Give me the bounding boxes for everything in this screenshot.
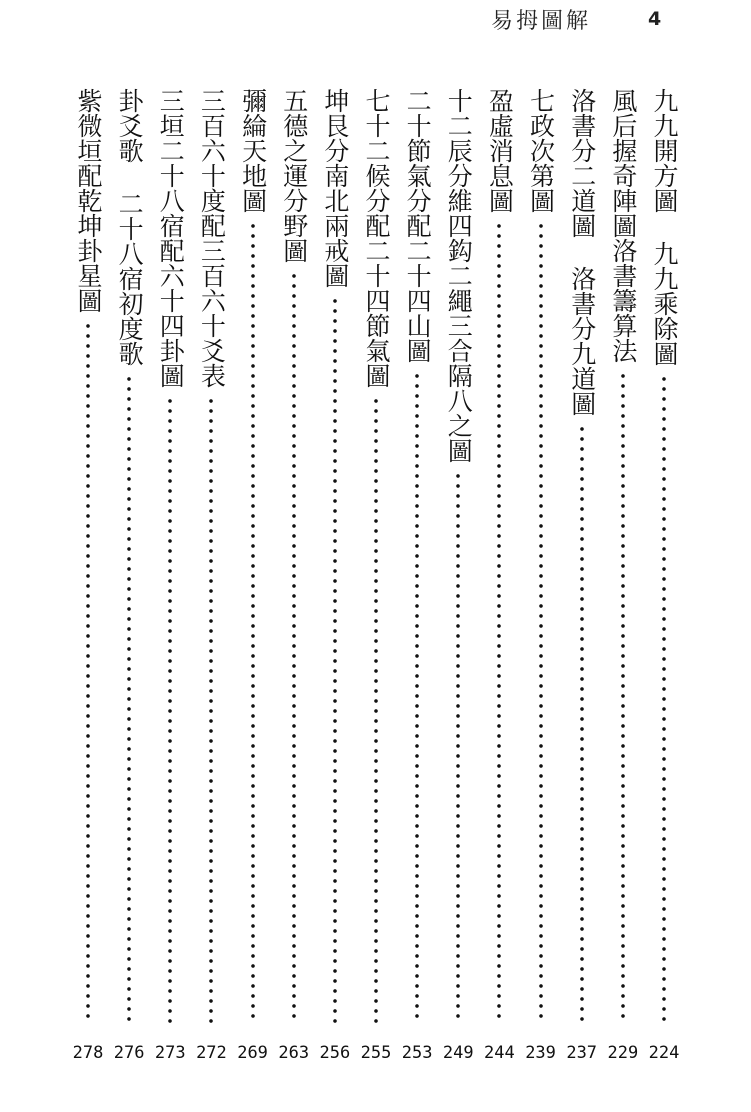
book-title: 易拇圖解	[491, 9, 592, 34]
entry-title: 七十二候分配二十四節氣圖	[361, 88, 391, 388]
entry-title: 紫微垣配乾坤卦星圖	[74, 88, 103, 313]
entry-title: 三垣二十八宿配六十四卦圖	[156, 88, 186, 388]
dot-leader	[251, 221, 255, 1023]
dot-leader	[86, 321, 90, 1023]
entry-page-number: 273	[154, 1043, 186, 1063]
dot-leader	[209, 396, 213, 1023]
toc-entry[interactable]	[564, 88, 600, 1063]
toc-entry[interactable]	[276, 88, 312, 1063]
entry-page-number: 253	[401, 1043, 433, 1063]
entry-title: 五德之運分野圖	[279, 88, 309, 263]
entry-page-number: 244	[484, 1043, 515, 1063]
entry-page-number: 255	[360, 1043, 392, 1063]
toc-entry[interactable]	[152, 88, 188, 1063]
dot-leader	[497, 221, 501, 1023]
dot-leader	[292, 271, 296, 1023]
entry-title: 二十節氣分配二十四山圖	[403, 88, 433, 363]
toc-entry[interactable]	[481, 88, 517, 1063]
entry-title: 卦爻歌	[115, 88, 145, 163]
dot-leader	[456, 471, 460, 1023]
dot-leader	[168, 396, 172, 1023]
dot-leader	[621, 371, 625, 1023]
entry-subtitle: 二十八宿初度歌	[115, 191, 145, 366]
entry-page-number: 276	[113, 1043, 145, 1063]
table-of-contents	[70, 88, 682, 1063]
toc-entry[interactable]	[317, 88, 353, 1063]
entry-title: 坤艮分南北兩戒圖	[320, 88, 350, 288]
toc-entry[interactable]	[399, 88, 435, 1063]
entry-title: 盈虛消息圖	[485, 88, 515, 213]
dot-leader	[539, 221, 543, 1023]
entry-page-number: 229	[607, 1043, 639, 1063]
toc-entry[interactable]	[193, 88, 229, 1063]
entry-title: 洛書分二道圖	[567, 88, 597, 238]
toc-entry[interactable]	[70, 88, 106, 1063]
entry-subtitle: 九九乘除圖	[649, 241, 679, 366]
entry-title: 十二辰分維四鈎二繩三合隔八之圖	[444, 88, 474, 463]
entry-subtitle: 洛書分九道圖	[567, 266, 597, 416]
toc-entry[interactable]	[358, 88, 394, 1063]
page-number: 4	[648, 8, 662, 30]
entry-page-number: 278	[72, 1043, 104, 1063]
dot-leader	[580, 424, 584, 1023]
dot-leader	[662, 374, 666, 1023]
entry-title: 七政次第圖	[526, 88, 556, 213]
dot-leader	[415, 371, 419, 1023]
entry-title: 彌綸天地圖	[238, 88, 268, 213]
toc-entry[interactable]	[111, 88, 147, 1063]
toc-entry[interactable]	[646, 88, 682, 1063]
dot-leader	[374, 396, 378, 1023]
dot-leader	[333, 296, 337, 1023]
entry-page-number: 256	[319, 1043, 351, 1063]
entry-title: 風后握奇陣圖洛書籌算法	[608, 88, 638, 363]
toc-entry[interactable]	[523, 88, 559, 1063]
entry-page-number: 269	[237, 1043, 268, 1063]
dot-leader	[127, 374, 131, 1023]
entry-page-number: 272	[196, 1043, 227, 1063]
entry-page-number: 224	[648, 1043, 680, 1063]
entry-page-number: 263	[278, 1043, 310, 1063]
entry-title: 九九開方圖	[649, 88, 679, 213]
entry-page-number: 237	[566, 1043, 598, 1063]
toc-entry[interactable]	[605, 88, 641, 1063]
toc-entry[interactable]	[235, 88, 271, 1063]
entry-page-number: 249	[442, 1043, 474, 1063]
entry-page-number: 239	[525, 1043, 556, 1063]
entry-title: 三百六十度配三百六十爻表	[197, 88, 227, 388]
toc-entry[interactable]	[440, 88, 476, 1063]
